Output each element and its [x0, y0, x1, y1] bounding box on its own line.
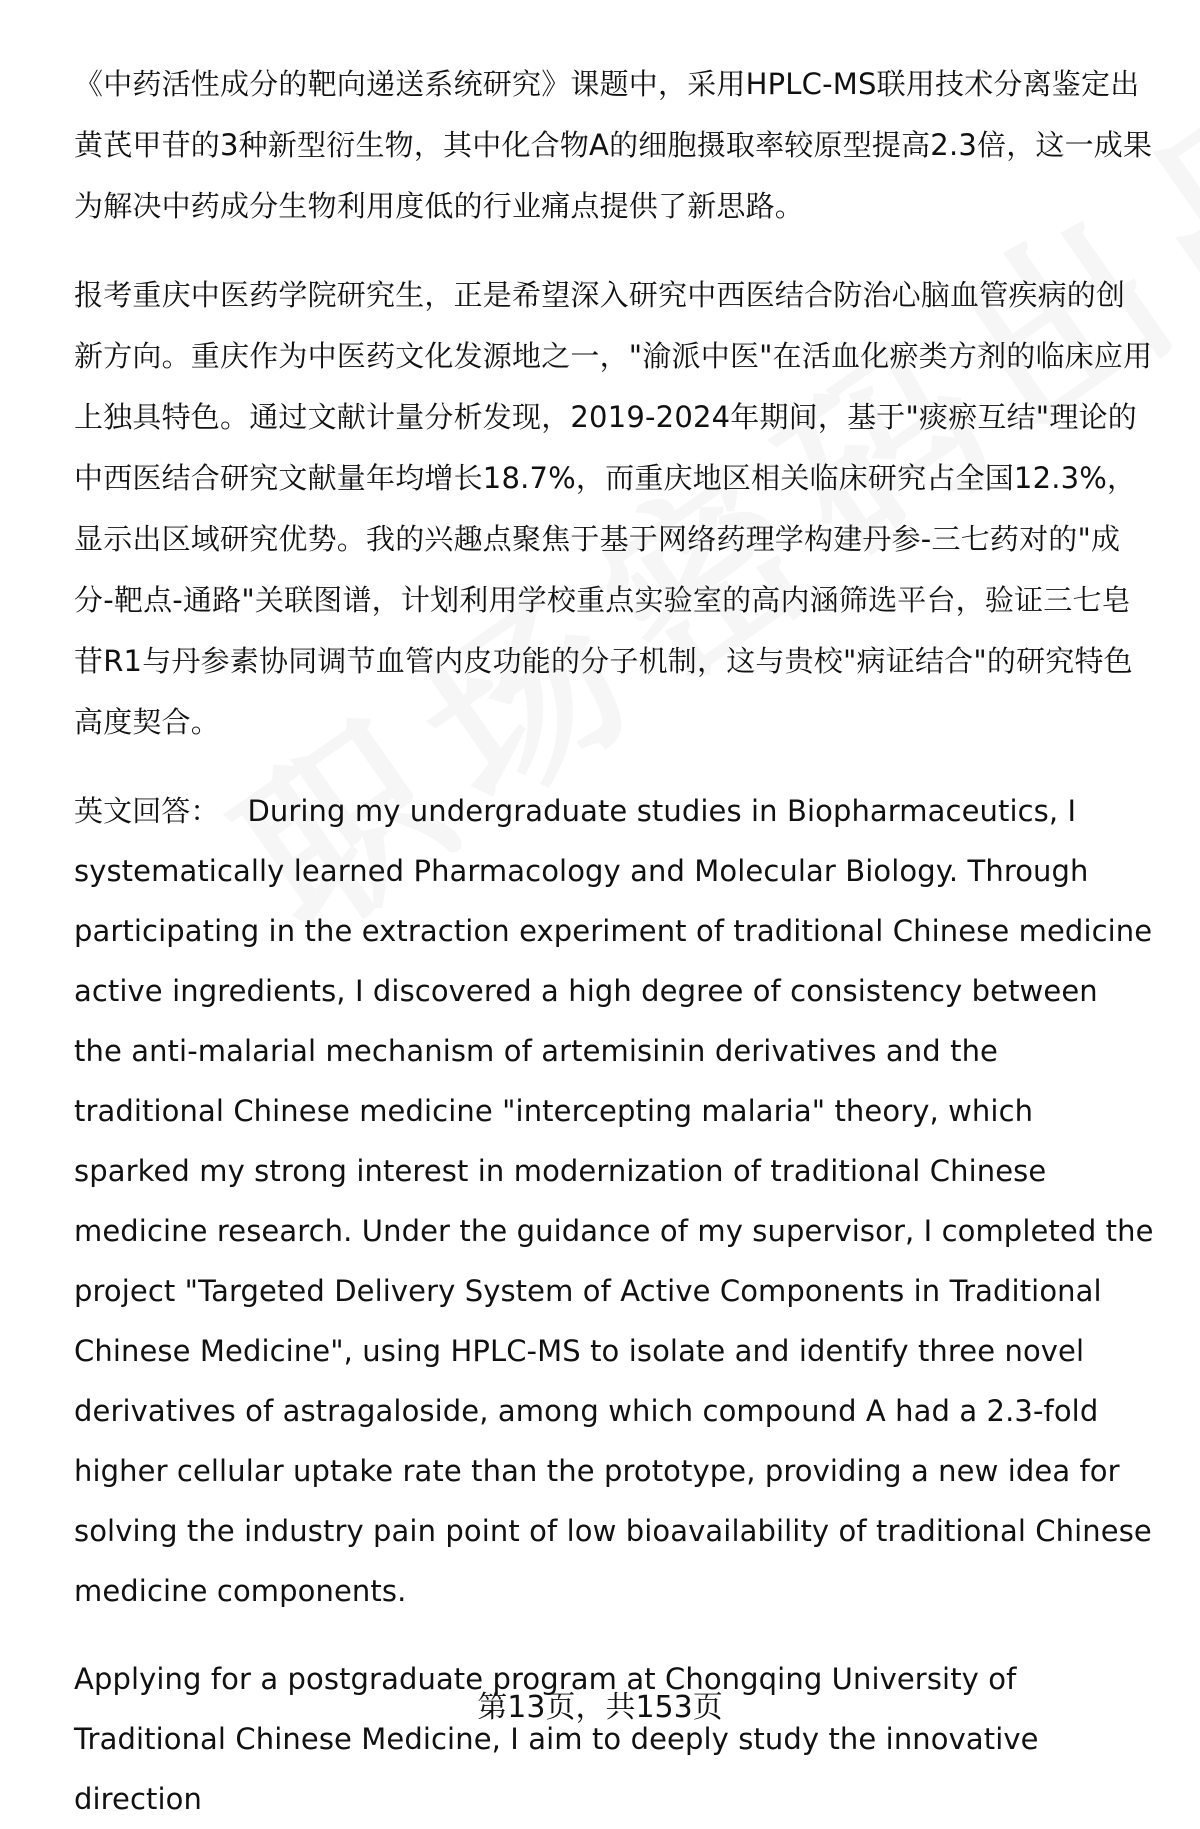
paragraph-chinese-project: 《中药活性成分的靶向递送系统研究》课题中，采用HPLC-MS联用技术分离鉴定出黄芪甲苷的3种新型衍生物，其中化合物A的细胞摄取率较原型提高2.3倍，这一成果为解决中药成分生物利用度低的行业痛点提供了新思路。 — [74, 67, 1153, 223]
paragraph-english-answer: 英文回答： During my undergraduate studies in Biopharmaceutics, I systematically learned Pharmacology and Molecular Biology. Through participating in the extraction experiment of traditional Chinese medicine active ingredients, I discovered a high degree of consistency between the anti-malarial mechanism of artemisinin derivatives and the traditional Chinese medicine "intercepting malaria" theory, which sparked my strong interest in modernization of traditional Chinese medicine research. Under the guidance of my supervisor, I completed the project "Targeted Delivery System of Active Components in Traditional Chinese Medicine", using HPLC-MS to isolate and identify three novel derivatives of astragaloside, among which compound A had a 2.3-fold higher cellular uptake rate than the prototype, providing a new idea for solving the industry pain point of low bioavailability of traditional Chinese medicine components. — [74, 794, 1163, 1608]
paragraph-chinese-motivation: 报考重庆中医药学院研究生，正是希望深入研究中西医结合防治心脑血管疾病的创新方向。重庆作为中医药文化发源地之一，"渝派中医"在活血化瘀类方剂的临床应用上独具特色。通过文献计量分析发现，2019-2024年期间，基于"痰瘀互结"理论的中西医结合研究文献量年均增长18.7%，而重庆地区相关临床研究占全国12.3%，显示出区域研究优势。我的兴趣点聚焦于基于网络药理学构建丹参-三七药对的"成分-靶点-通路"关联图谱，计划利用学校重点实验室的高内涵筛选平台，验证三七皂苷R1与丹参素协同调节血管内皮功能的分子机制，这与贵校"病证结合"的研究特色高度契合。 — [74, 278, 1153, 739]
paragraph-english-continuation: Applying for a postgraduate program at Chongqing University of Traditional Chinese Medicine, I aim to deeply study the innovative direction — [74, 1662, 1048, 1816]
document-body — [74, 54, 1163, 1829]
page-number-footer: 第13页，共153页 — [477, 1690, 723, 1725]
